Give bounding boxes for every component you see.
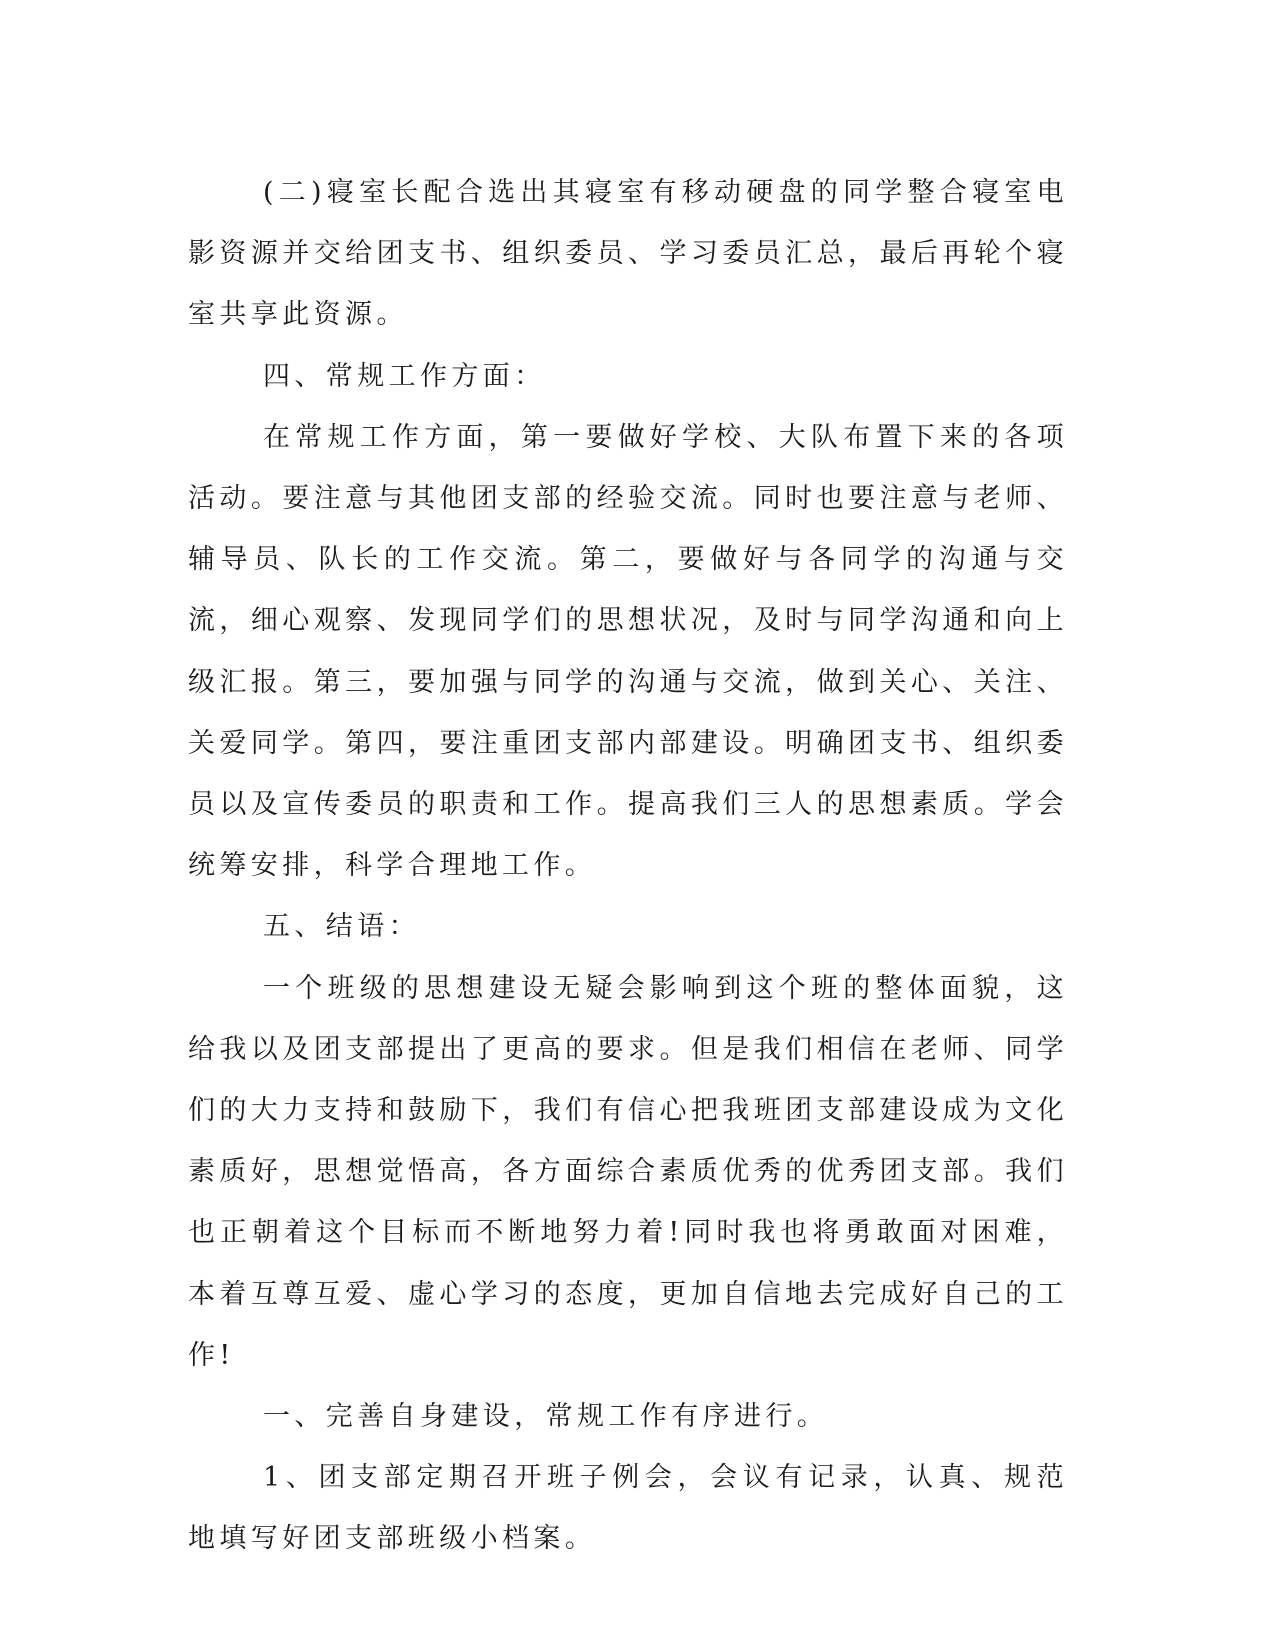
- heading-routine-work: 四、常规工作方面：: [263, 360, 546, 392]
- paragraph-routine-work: 在常规工作方面，第一要做好学校、大队布置下来的各项活动。要注意与其他团支部的经验交流。同时也要注意与老师、辅导员、队长的工作交流。第二，要做好与各同学的沟通与交流，细心观察、发现同学们的思想状况，及时与同学沟通和向上级汇报。第三，要加强与同学的沟通与交流，做到关心、关注、关爱同学。第四，要注重团支部内部建设。明确团支书、组织委员以及宣传委员的职责和工作。提高我们三人的思想素质。学会统筹安排，科学合理地工作。: [188, 421, 1068, 882]
- heading-self-construction: 一、完善自身建设，常规工作有序进行。: [263, 1401, 829, 1433]
- heading-conclusion: 五、结语：: [263, 911, 420, 943]
- paragraph-dorm-resources: (二)寝室长配合选出其寝室有移动硬盘的同学整合寝室电影资源并交给团支书、组织委员、学习委员汇总，最后再轮个寝室共享此资源。: [188, 177, 1068, 331]
- paragraph-conclusion: 一个班级的思想建设无疑会影响到这个班的整体面貌，这给我以及团支部提出了更高的要求。但是我们相信在老师、同学们的大力支持和鼓励下，我们有信心把我班团支部建设成为文化素质好，思想觉悟高，各方面综合素质优秀的优秀团支部。我们也正朝着这个目标而不断地努力着!同时我也将勇敢面对困难，本着互尊互爱、虚心学习的态度，更加自信地去完成好自己的工作!: [188, 972, 1068, 1371]
- document-body: [188, 162, 1068, 1570]
- paragraph-regular-meetings: 1、团支部定期召开班子例会，会议有记录，认真、规范地填写好团支部班级小档案。: [188, 1462, 1068, 1555]
